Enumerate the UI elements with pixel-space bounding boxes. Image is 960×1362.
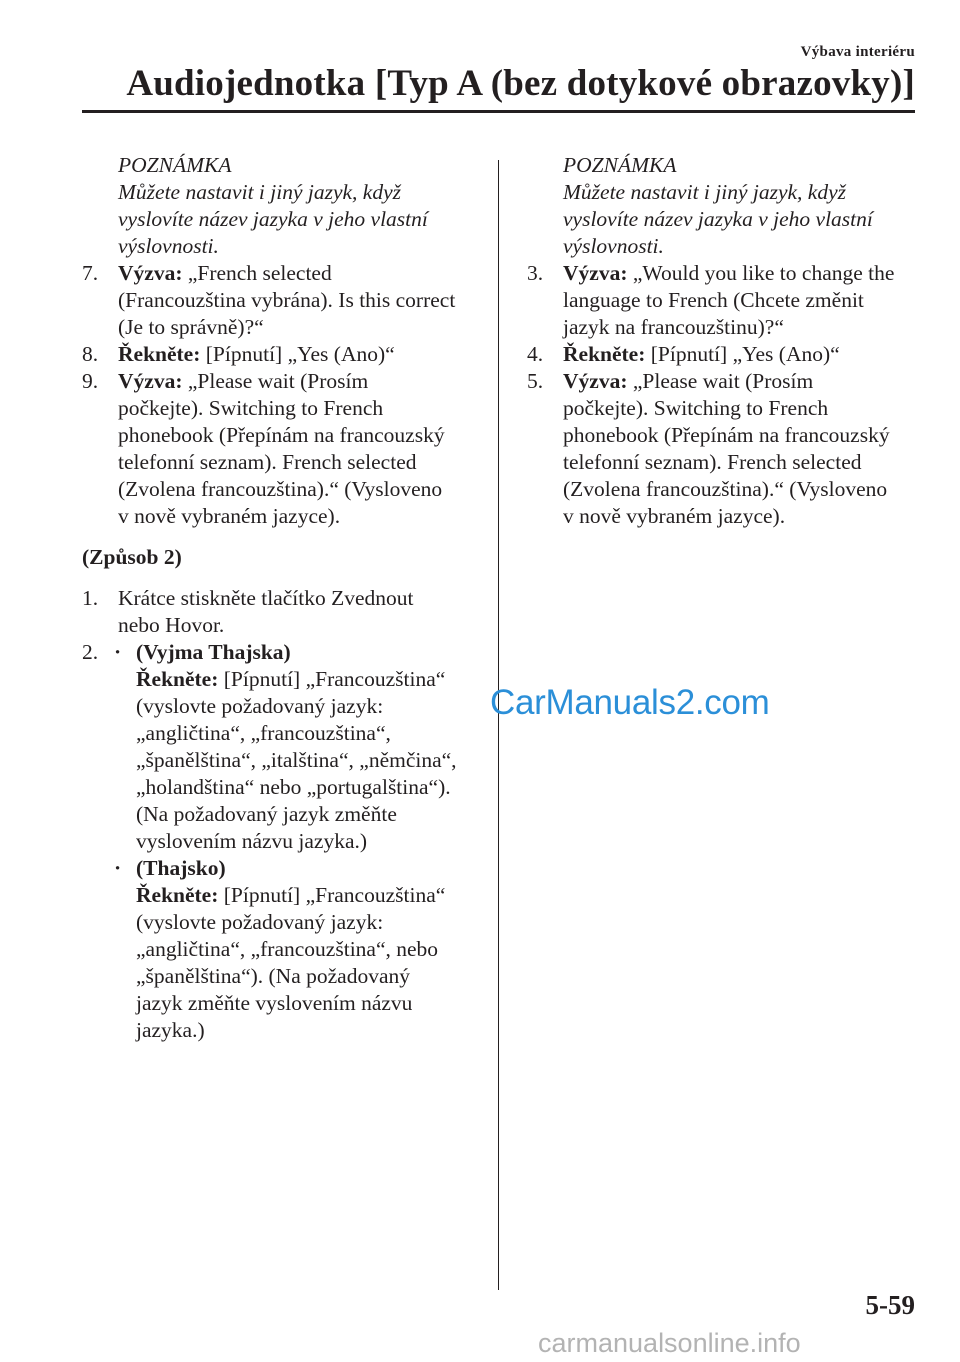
watermark-logo: CarManuals2.com [490, 683, 770, 722]
step-line: vyslovením názvu jazyka.) [136, 829, 368, 853]
step-line: „Please wait (Prosím [632, 369, 814, 393]
step-line: (Zvolena francouzština).“ (Vysloveno [563, 477, 888, 501]
step-number: 7. [82, 261, 99, 285]
note-line: výslovnosti. [118, 234, 219, 258]
step-line: [Pípnutí] „Yes (Ano)“ [650, 342, 840, 366]
step-line: [Pípnutí] „Francouzština“ [223, 667, 446, 691]
step-7 [82, 260, 482, 341]
note-block [82, 152, 482, 260]
step-line: „angličtina“, „francouzština“, [136, 721, 391, 745]
footer-watermark-site: carmanualsonline.info [538, 1328, 801, 1358]
step-label: Řekněte: [136, 883, 219, 907]
step-line: nebo Hovor. [118, 613, 225, 637]
step-line: phonebook (Přepínám na francouzský [563, 423, 890, 447]
step-number: 9. [82, 369, 99, 393]
step-4 [527, 341, 927, 368]
note-line: vyslovíte název jazyka v jeho vlastní [563, 207, 873, 231]
step-line: jazyk změňte vyslovením názvu [136, 991, 413, 1015]
step-line: „Please wait (Prosím [187, 369, 369, 393]
step-line: (vyslovte požadovaný jazyk: [136, 910, 384, 934]
step-line: (Francouzština vybrána). Is this correct [118, 288, 456, 312]
bullet-title: (Thajsko) [136, 856, 226, 880]
step-line: „španělština“). (Na požadovaný [136, 964, 411, 988]
step-line: počkejte). Switching to French [563, 396, 829, 420]
step-line: (Je to správně)?“ [118, 315, 264, 339]
section-label: Výbava interiéru [800, 44, 915, 60]
note-line: Můžete nastavit i jiný jazyk, když [118, 180, 402, 204]
note-title: POZNÁMKA [118, 153, 232, 177]
step-line: language to French (Chcete změnit [563, 288, 864, 312]
step-line: phonebook (Přepínám na francouzský [118, 423, 445, 447]
step-line: „španělština“, „italština“, „němčina“, [136, 748, 457, 772]
step-9 [82, 368, 482, 530]
method-heading: (Způsob 2) [82, 545, 182, 569]
step-line: [Pípnutí] „Yes (Ano)“ [205, 342, 395, 366]
step-number: 5. [527, 369, 544, 393]
page-title: Audiojednotka [Typ A (bez dotykové obrazovky)] [126, 63, 915, 104]
left-column [82, 152, 482, 1044]
step-label: Výzva: [118, 261, 183, 285]
step-number: 1. [82, 586, 99, 610]
step-line: „Would you like to change the [632, 261, 895, 285]
step-line: [Pípnutí] „Francouzština“ [223, 883, 446, 907]
step-3 [527, 260, 927, 341]
step-label: Řekněte: [118, 342, 201, 366]
method-step-1 [82, 585, 482, 639]
step-line: (Zvolena francouzština).“ (Vysloveno [118, 477, 443, 501]
step-label: Výzva: [563, 261, 628, 285]
step-line: v nově vybraném jazyce). [118, 504, 341, 528]
header-rule [82, 110, 915, 113]
step-line: počkejte). Switching to French [118, 396, 384, 420]
step-number: 4. [527, 342, 544, 366]
column-divider [498, 160, 499, 1290]
step-line: jazyka.) [136, 1018, 205, 1042]
step-5 [527, 368, 927, 530]
bullet-dot-icon: · [114, 640, 122, 664]
step-label: Výzva: [118, 369, 183, 393]
step-number: 3. [527, 261, 544, 285]
step-line: (vyslovte požadovaný jazyk: [136, 694, 384, 718]
step-line: telefonní seznam). French selected [563, 450, 862, 474]
step-line: „angličtina“, „francouzština“, nebo [136, 937, 439, 961]
bullet-dot-icon: · [114, 856, 122, 880]
step-number: 8. [82, 342, 99, 366]
step-line: Krátce stiskněte tlačítko Zvednout [118, 586, 414, 610]
bullet-except-thailand [114, 639, 482, 855]
note-line: vyslovíte název jazyka v jeho vlastní [118, 207, 428, 231]
bullet-thailand [114, 855, 482, 1044]
step-number: 2. [82, 640, 99, 664]
step-line: jazyk na francouzštinu)?“ [563, 315, 784, 339]
step-8 [82, 341, 482, 368]
step-line: „French selected [187, 261, 332, 285]
page-number: 5-59 [865, 1290, 915, 1320]
step-line: v nově vybraném jazyce). [563, 504, 786, 528]
step-label: Řekněte: [136, 667, 219, 691]
step-line: (Na požadovaný jazyk změňte [136, 802, 397, 826]
step-label: Výzva: [563, 369, 628, 393]
right-column [527, 152, 927, 530]
note-line: Můžete nastavit i jiný jazyk, když [563, 180, 847, 204]
step-line: telefonní seznam). French selected [118, 450, 417, 474]
note-title: POZNÁMKA [563, 153, 677, 177]
method-step-2 [82, 639, 482, 1044]
note-line: výslovnosti. [563, 234, 664, 258]
note-block [527, 152, 927, 260]
bullet-title: (Vyjma Thajska) [136, 640, 291, 664]
step-line: „holandština“ nebo „portugalština“). [136, 775, 451, 799]
step-label: Řekněte: [563, 342, 646, 366]
